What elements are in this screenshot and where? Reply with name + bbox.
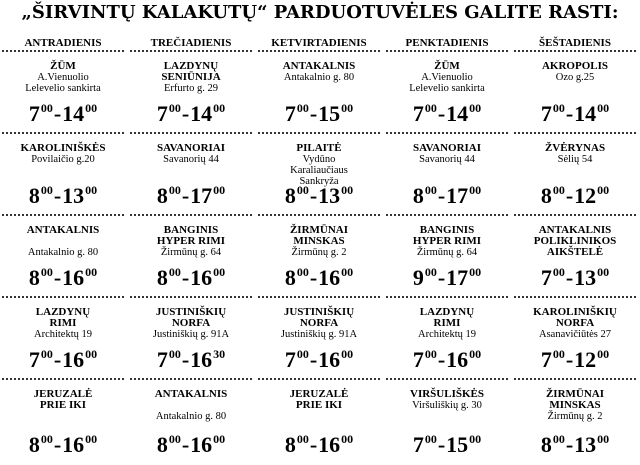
open-minutes: 00	[40, 265, 53, 279]
close-hour: 16	[318, 265, 341, 290]
close-minutes: 00	[469, 183, 482, 197]
close-minutes: 00	[213, 101, 226, 115]
opening-hours: $9^{00}-17^{00}$	[412, 265, 482, 290]
store-name: ŽIRMŪNAI MINSKAS	[289, 224, 349, 247]
open-minutes: 00	[424, 101, 437, 115]
store-address: Antakalnio g. 80	[155, 411, 227, 422]
store-name: JERUZALĖ PRIE IKI	[289, 388, 349, 411]
store-address: Justiniškių g. 91A	[280, 329, 358, 340]
close-minutes: 00	[213, 183, 226, 197]
opening-hours: $8^{00}-12^{00}$	[540, 183, 610, 208]
open-hour: 7	[28, 101, 40, 126]
day-heading: PENKTADIENIS	[405, 37, 489, 49]
store-name: ANTAKALNIS	[26, 224, 100, 236]
open-hour: 7	[156, 347, 168, 372]
close-hour: 15	[318, 101, 341, 126]
close-minutes: 00	[341, 265, 354, 279]
close-hour: 15	[446, 432, 469, 457]
open-hour: 7	[540, 101, 552, 126]
store-address: A.Vienuolio Lelevelio sankirta	[25, 72, 101, 94]
open-minutes: 00	[168, 432, 181, 446]
close-hour: 17	[446, 183, 469, 208]
open-hour: 8	[156, 183, 168, 208]
close-minutes: 00	[341, 183, 354, 197]
open-hour: 8	[540, 432, 552, 457]
open-minutes: 00	[168, 265, 181, 279]
close-minutes: 00	[341, 101, 354, 115]
open-hour: 8	[412, 183, 424, 208]
close-minutes: 00	[85, 101, 98, 115]
open-hour: 7	[540, 347, 552, 372]
close-minutes: 00	[85, 183, 98, 197]
opening-hours: $7^{00}-12^{00}$	[540, 347, 610, 372]
open-minutes: 00	[296, 101, 309, 115]
store-name: LAZDYNŲ RIMI	[35, 306, 91, 329]
opening-hours: $8^{00}-16^{00}$	[28, 265, 98, 290]
store-cell	[514, 378, 636, 463]
store-address: Povilaičio g.20	[31, 154, 95, 165]
schedule-grid	[2, 36, 636, 464]
store-name: PILAITĖ	[296, 142, 342, 154]
close-hour: 14	[190, 101, 213, 126]
day-column	[514, 36, 636, 464]
day-heading: TREČIADIENIS	[150, 37, 232, 49]
store-address: Architektų 19	[33, 329, 93, 340]
store-name: BANGINIS HYPER RIMI	[156, 224, 226, 247]
opening-hours: $7^{00}-14^{00}$	[412, 101, 482, 126]
open-minutes: 00	[296, 347, 309, 361]
close-hour: 16	[62, 432, 85, 457]
opening-hours: $8^{00}-17^{00}$	[156, 183, 226, 208]
close-hour: 16	[318, 347, 341, 372]
open-minutes: 00	[40, 101, 53, 115]
store-cell	[2, 296, 124, 378]
open-hour: 7	[28, 347, 40, 372]
open-hour: 8	[28, 265, 40, 290]
open-minutes: 00	[424, 347, 437, 361]
store-cell	[386, 378, 508, 463]
store-cell	[514, 50, 636, 132]
store-address: Vydūno Karaliaučiaus Sankryža	[290, 154, 348, 187]
store-cell	[258, 296, 380, 378]
close-minutes: 00	[597, 432, 610, 446]
open-minutes: 00	[168, 101, 181, 115]
store-cell	[130, 132, 252, 214]
open-minutes: 00	[424, 432, 437, 446]
close-hour: 17	[190, 183, 213, 208]
open-minutes: 00	[424, 265, 437, 279]
open-hour: 8	[28, 432, 40, 457]
close-minutes: 00	[85, 265, 98, 279]
store-cell	[258, 50, 380, 132]
open-hour: 8	[156, 265, 168, 290]
open-minutes: 00	[424, 183, 437, 197]
close-minutes: 00	[597, 183, 610, 197]
open-minutes: 00	[552, 183, 565, 197]
open-minutes: 00	[552, 432, 565, 446]
close-minutes: 30	[213, 347, 226, 361]
open-hour: 9	[412, 265, 424, 290]
close-minutes: 00	[213, 265, 226, 279]
opening-hours: $8^{00}-16^{00}$	[284, 265, 354, 290]
open-minutes: 00	[552, 347, 565, 361]
store-address: Erfurto g. 29	[164, 83, 218, 94]
open-hour: 8	[284, 183, 296, 208]
opening-hours: $8^{00}-13^{00}$	[28, 183, 98, 208]
open-hour: 7	[412, 101, 424, 126]
store-cell	[130, 378, 252, 463]
store-name: ANTAKALNIS POLIKLINIKOS AIKŠTELĖ	[533, 224, 617, 258]
store-address: Architektų 19	[417, 329, 477, 340]
opening-hours: $8^{00}-17^{00}$	[412, 183, 482, 208]
store-address: Žirmūnų g. 64	[416, 247, 478, 258]
store-cell	[130, 50, 252, 132]
open-hour: 7	[284, 101, 296, 126]
close-hour: 16	[318, 432, 341, 457]
store-cell	[386, 132, 508, 214]
close-hour: 16	[190, 432, 213, 457]
day-column	[258, 36, 380, 464]
store-address: Ozo g.25	[555, 72, 595, 83]
close-hour: 13	[574, 265, 597, 290]
close-hour: 16	[190, 347, 213, 372]
store-address: Justiniškių g. 91A	[152, 329, 230, 340]
store-cell	[514, 132, 636, 214]
opening-hours: $7^{00}-16^{00}$	[28, 347, 98, 372]
day-heading: KETVIRTADIENIS	[271, 37, 367, 49]
store-name: ŽVĖRYNAS	[544, 142, 606, 154]
open-hour: 7	[412, 432, 424, 457]
store-name: JUSTINIŠKIŲ NORFA	[155, 306, 227, 329]
close-hour: 16	[446, 347, 469, 372]
store-cell	[514, 214, 636, 296]
store-name: LAZDYNŲ SENIŪNIJA	[161, 60, 221, 83]
open-hour: 7	[540, 265, 552, 290]
store-address: Antakalnio g. 80	[27, 247, 99, 258]
opening-hours: $8^{00}-13^{00}$	[540, 432, 610, 457]
opening-hours: $7^{00}-14^{00}$	[28, 101, 98, 126]
open-hour: 7	[412, 347, 424, 372]
open-minutes: 00	[40, 432, 53, 446]
opening-hours: $7^{00}-16^{00}$	[284, 347, 354, 372]
store-name: KAROLINIŠKIŲ NORFA	[533, 306, 617, 329]
opening-hours: $7^{00}-14^{00}$	[540, 101, 610, 126]
close-hour: 13	[62, 183, 85, 208]
open-hour: 8	[28, 183, 40, 208]
close-minutes: 00	[469, 347, 482, 361]
store-cell	[258, 132, 380, 214]
close-minutes: 00	[341, 432, 354, 446]
store-name: SAVANORIAI	[156, 142, 226, 154]
open-minutes: 00	[296, 183, 309, 197]
store-cell	[2, 132, 124, 214]
open-minutes: 00	[40, 183, 53, 197]
day-heading: ŠEŠTADIENIS	[539, 37, 611, 49]
close-minutes: 00	[469, 432, 482, 446]
close-hour: 13	[318, 183, 341, 208]
open-hour: 7	[156, 101, 168, 126]
store-name: BANGINIS HYPER RIMI	[412, 224, 482, 247]
store-address: Savanorių 44	[163, 154, 219, 165]
store-cell	[386, 214, 508, 296]
store-name: JERUZALĖ PRIE IKI	[33, 388, 93, 411]
close-hour: 16	[62, 265, 85, 290]
store-address: Žirmūnų g. 2	[291, 247, 347, 258]
close-hour: 13	[574, 432, 597, 457]
store-name: ŽŪM	[434, 60, 460, 72]
store-cell	[258, 214, 380, 296]
close-hour: 16	[190, 265, 213, 290]
opening-hours: $8^{00}-13^{00}$	[284, 183, 354, 208]
store-cell	[2, 378, 124, 463]
open-minutes: 00	[40, 347, 53, 361]
opening-hours: $7^{00}-15^{00}$	[412, 432, 482, 457]
opening-hours: $8^{00}-16^{00}$	[284, 432, 354, 457]
open-minutes: 00	[552, 101, 565, 115]
store-address: Sėlių 54	[557, 154, 593, 165]
open-hour: 8	[540, 183, 552, 208]
store-name: LAZDYNŲ RIMI	[419, 306, 475, 329]
close-hour: 14	[62, 101, 85, 126]
opening-hours: $7^{00}-16^{00}$	[412, 347, 482, 372]
store-cell	[2, 214, 124, 296]
open-minutes: 00	[168, 347, 181, 361]
day-column	[2, 36, 124, 464]
store-address: Žirmūnų g. 64	[160, 247, 222, 258]
store-cell	[514, 296, 636, 378]
opening-hours: $7^{00}-14^{00}$	[156, 101, 226, 126]
store-cell	[386, 50, 508, 132]
store-address: Asanavičiūtės 27	[538, 329, 612, 340]
close-hour: 12	[574, 183, 597, 208]
store-address: Viršuliškių g. 30	[412, 400, 482, 411]
day-column	[386, 36, 508, 464]
open-minutes: 00	[296, 265, 309, 279]
opening-hours: $8^{00}-16^{00}$	[156, 432, 226, 457]
store-cell	[258, 378, 380, 463]
close-minutes: 00	[597, 347, 610, 361]
close-minutes: 00	[85, 432, 98, 446]
store-name: ŽIRMŪNAI MINSKAS	[545, 388, 605, 411]
store-name: VIRŠULIŠKĖS	[410, 388, 484, 400]
page-title: „ŠIRVINTŲ KALAKUTŲ“ PARDUOTUVĖLES GALITE RASTI:	[21, 2, 619, 23]
close-minutes: 00	[597, 265, 610, 279]
opening-hours: $7^{00}-13^{00}$	[540, 265, 610, 290]
close-minutes: 00	[469, 101, 482, 115]
store-address: Savanorių 44	[419, 154, 475, 165]
open-hour: 8	[156, 432, 168, 457]
close-minutes: 00	[341, 347, 354, 361]
day-column	[130, 36, 252, 464]
open-hour: 8	[284, 432, 296, 457]
open-minutes: 00	[168, 183, 181, 197]
store-cell	[130, 214, 252, 296]
open-hour: 7	[284, 347, 296, 372]
opening-hours: $8^{00}-16^{00}$	[28, 432, 98, 457]
opening-hours: $7^{00}-16^{30}$	[156, 347, 226, 372]
close-minutes: 00	[213, 432, 226, 446]
store-address: Antakalnio g. 80	[283, 72, 355, 83]
opening-hours: $7^{00}-15^{00}$	[284, 101, 354, 126]
close-hour: 17	[446, 265, 469, 290]
store-name: ŽŪM	[50, 60, 76, 72]
close-hour: 16	[62, 347, 85, 372]
store-address: A.Vienuolio Lelevelio sankirta	[409, 72, 485, 94]
close-hour: 14	[446, 101, 469, 126]
open-hour: 8	[284, 265, 296, 290]
close-minutes: 00	[85, 347, 98, 361]
store-name: ANTAKALNIS	[154, 388, 228, 400]
open-minutes: 00	[296, 432, 309, 446]
close-hour: 12	[574, 347, 597, 372]
store-name: KAROLINIŠKĖS	[20, 142, 106, 154]
close-hour: 14	[574, 101, 597, 126]
store-name: JUSTINIŠKIŲ NORFA	[283, 306, 355, 329]
day-heading: ANTRADIENIS	[24, 37, 102, 49]
open-minutes: 00	[552, 265, 565, 279]
close-minutes: 00	[469, 265, 482, 279]
store-cell	[130, 296, 252, 378]
store-cell	[2, 50, 124, 132]
store-address: Žirmūnų g. 2	[547, 411, 603, 422]
opening-hours: $8^{00}-16^{00}$	[156, 265, 226, 290]
store-name: AKROPOLIS	[541, 60, 608, 72]
close-minutes: 00	[597, 101, 610, 115]
store-cell	[386, 296, 508, 378]
store-name: SAVANORIAI	[412, 142, 482, 154]
store-name: ANTAKALNIS	[282, 60, 356, 72]
